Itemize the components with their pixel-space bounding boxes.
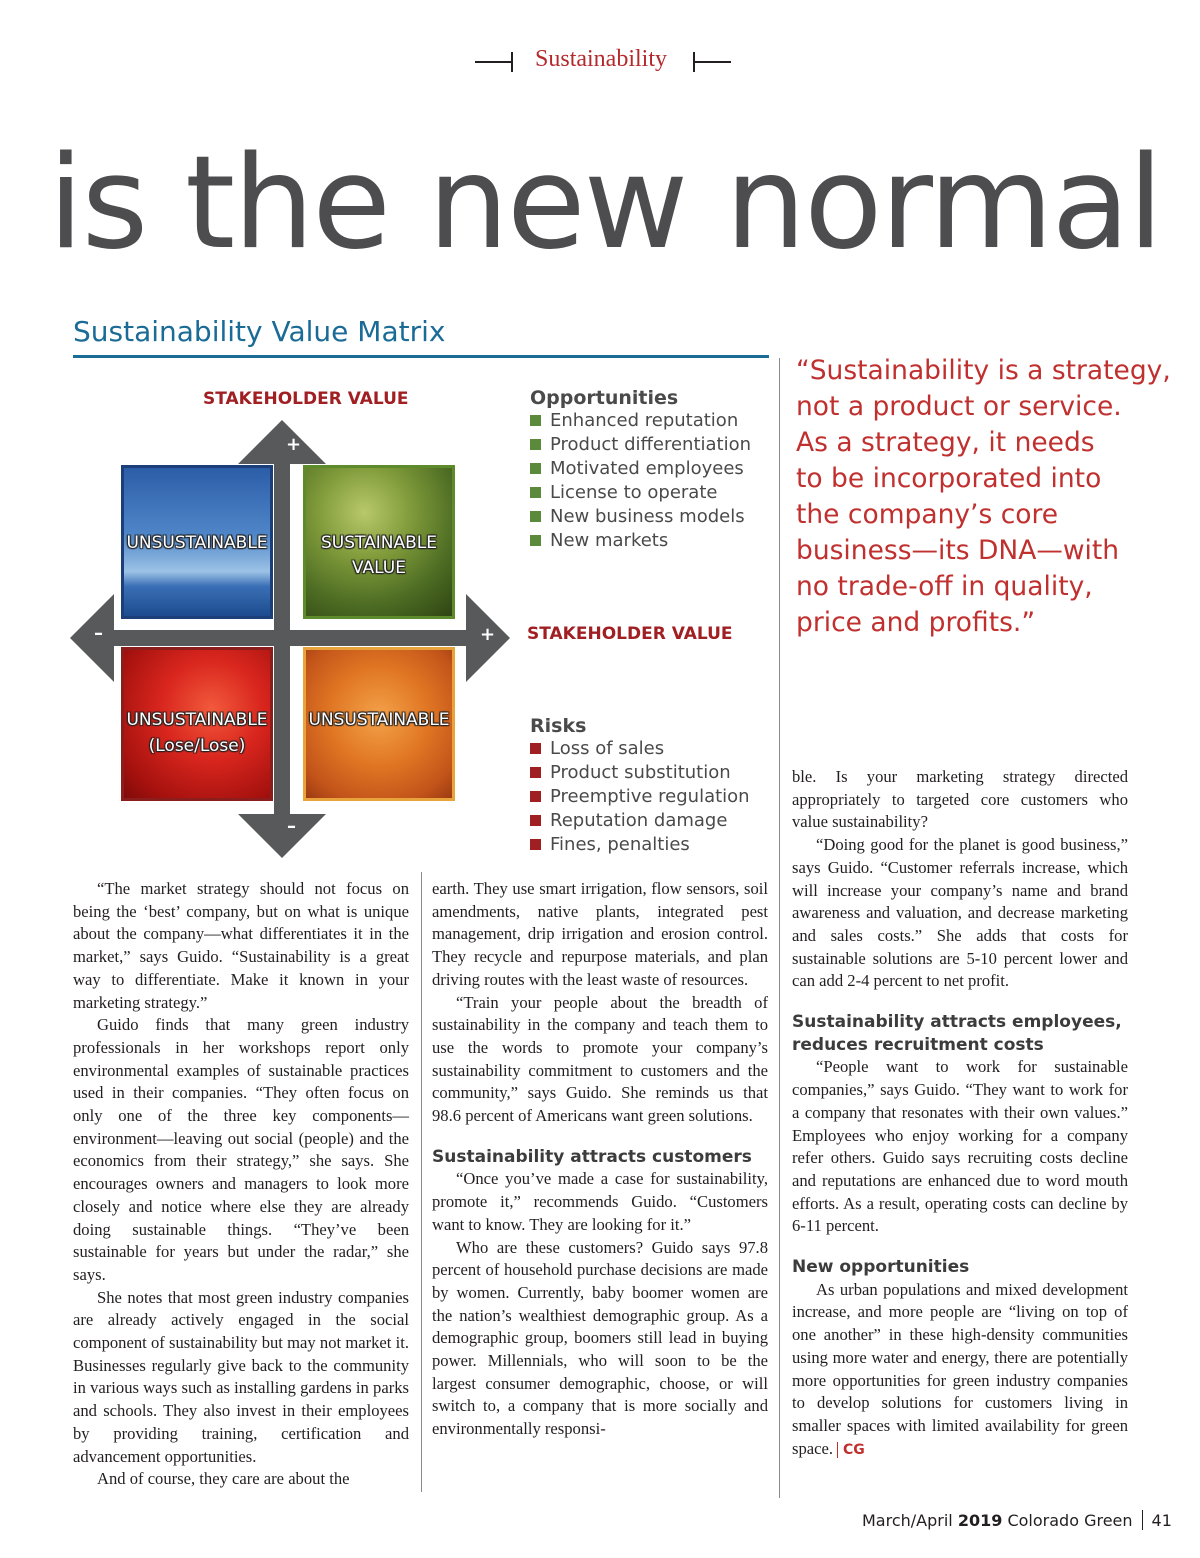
paragraph: And of course, they care are about the	[97, 1469, 350, 1489]
square-bullet-icon	[530, 791, 541, 802]
opportunities-heading: Opportunities	[530, 387, 679, 409]
plus-sign-right: +	[480, 624, 496, 645]
risks-heading: Risks	[530, 715, 587, 737]
pull-quote-line: not a product or service.	[796, 391, 1122, 422]
pull-quote-line: price and profits.”	[796, 607, 1036, 638]
minus-sign-left: –	[94, 623, 103, 644]
pull-quote	[796, 353, 1176, 641]
paragraph: She notes that most green industry companies are already actively engaged in the social component of sustainability but may not market it. Businesses regularly give back to the community in various ways such as installing gardens in parks and schools. They also invest in their employees by providing training, certification and advancement opportunities.	[73, 1287, 409, 1466]
section-label: Sustainability	[535, 46, 667, 72]
opportunity-item: License to operate	[530, 481, 751, 505]
pull-quote-line: business—its DNA—with	[796, 535, 1120, 566]
footer-magazine: Colorado Green	[1007, 1511, 1133, 1530]
article-column-2	[432, 878, 768, 1441]
pull-quote-line: As a strategy, it needs	[796, 427, 1095, 458]
minus-sign-bottom: –	[287, 816, 296, 837]
square-bullet-icon	[530, 439, 541, 450]
paragraph: “The market strategy should not focus on being the ‘best’ company, but on what is unique about the company—what differentiates it in the market,” says Guido. “Sustainability is a great way to differentiate. Make it known in your marketing strategy.”	[73, 879, 409, 1012]
end-mark: CG	[837, 1442, 865, 1458]
paragraph: “Doing good for the planet is good business,” says Guido. “Customer referrals increase, which will increase your company’s name and brand awareness and valuation, and decrease marketing and sales costs.” She adds that costs for sustainable solutions are 5-10 percent lower and can add 2-4 percent to net profit.	[792, 835, 1128, 991]
risks-list	[530, 715, 750, 857]
paragraph: “Once you’ve made a case for sustainability, promote it,” recommends Guido. “Customers want to know. They are looking for it.”	[432, 1169, 768, 1234]
column-divider	[779, 358, 780, 1498]
arrow-up-icon	[238, 420, 326, 464]
risk-item: Product substitution	[530, 761, 750, 785]
paragraph: ble. Is your marketing strategy directed appropriately to targeted core customers who value sustainability?	[792, 767, 1128, 832]
page-number: 41	[1151, 1511, 1172, 1530]
pull-quote-line: the company’s core	[796, 499, 1059, 530]
square-bullet-icon	[530, 767, 541, 778]
article-column-3	[792, 766, 1128, 1461]
square-bullet-icon	[530, 487, 541, 498]
risk-item: Loss of sales	[530, 737, 750, 761]
pull-quote-line: no trade-off in quality,	[796, 571, 1093, 602]
opportunity-item: Motivated employees	[530, 457, 751, 481]
arrow-left-icon	[70, 594, 114, 682]
square-bullet-icon	[530, 839, 541, 850]
square-bullet-icon	[530, 511, 541, 522]
risk-item: Reputation damage	[530, 809, 750, 833]
square-bullet-icon	[530, 463, 541, 474]
article-column-1	[73, 878, 409, 1491]
footer-issue: March/April	[862, 1511, 953, 1530]
opportunity-item: Product differentiation	[530, 433, 751, 457]
footer-year: 2019	[957, 1511, 1003, 1530]
axis-label-right: STAKEHOLDER VALUE	[527, 624, 733, 644]
subheading-new-opportunities: New opportunities	[792, 1257, 970, 1278]
column-divider	[421, 872, 422, 1492]
matrix-title: Sustainability Value Matrix	[73, 315, 446, 348]
risk-item: Preemptive regulation	[530, 785, 750, 809]
paragraph: earth. They use smart irrigation, flow sensors, soil amendments, native plants, integrated pest management, drip irrigation and erosion control. They recycle and repurpose materials, and plan driving routes with the least waste of resources.	[432, 879, 768, 989]
paragraph: Who are these customers? Guido says 97.8 percent of household purchase decisions are made by women. Currently, baby boomer women are the nation’s wealthiest demographic group. As a demographic group, boomers still lead in buying power. Millennials, who will soon to be the largest consumer demographic, choose, or will switch to, a company that is more socially and environmentally responsi-	[432, 1237, 768, 1439]
opportunities-list	[530, 387, 751, 553]
pull-quote-line: “Sustainability is a strategy,	[796, 355, 1171, 386]
square-bullet-icon	[530, 815, 541, 826]
square-bullet-icon	[530, 535, 541, 546]
paragraph: As urban populations and mixed development increase, and more people are “living on top of one another” in these high-density communities using more water and energy, there are potentially more opportunities for green industry companies to develop solutions for customers living in smaller spaces with limited availability for green space. CG	[792, 1279, 1128, 1458]
square-bullet-icon	[530, 415, 541, 426]
axis-label-top: STAKEHOLDER VALUE	[203, 389, 409, 409]
plus-sign-top: +	[286, 434, 302, 455]
section-tag	[475, 44, 731, 80]
opportunity-item: New business models	[530, 505, 751, 529]
square-bullet-icon	[530, 743, 541, 754]
paragraph: “People want to work for sustainable companies,” says Guido. “They want to work for a company that resonates with their own values.” Employees who enjoy working for a company refer others. Guido says recruiting costs decline and reputations are enhanced due to word mouth efforts. As a result, operating costs can decline by 6-11 percent.	[792, 1057, 1128, 1236]
subheading-employees: Sustainability attracts employees, reduces recruitment costs	[792, 1012, 1122, 1055]
paragraph: Guido finds that many green industry professionals in her workshops report only environmental examples of sustainable practices used in their companies. “They often focus on only one of the three key components—environment—leaving out social (people) and the economics from their strategy,” she says. She encourages owners and managers to look more closely and notice where else they are already doing sustainable things. “They’ve been sustainable for years but under the radar,” she says.	[73, 1015, 409, 1284]
arrow-down-icon	[238, 814, 326, 858]
opportunity-item: Enhanced reputation	[530, 409, 751, 433]
subheading-customers: Sustainability attracts customers	[432, 1146, 752, 1167]
opportunity-item: New markets	[530, 529, 751, 553]
quadrant-sustainable-value: SUSTAINABLE VALUE	[303, 465, 455, 619]
quadrant-unsustainable-top-left: UNSUSTAINABLE	[121, 465, 273, 619]
quadrant-lose-lose: UNSUSTAINABLE (Lose/Lose)	[121, 647, 273, 801]
page-footer	[862, 1510, 1172, 1530]
title-rule	[73, 355, 769, 358]
pull-quote-line: to be incorporated into	[796, 463, 1102, 494]
headline: is the new normal	[48, 129, 1162, 278]
paragraph: “Train your people about the breadth of sustainability in the company and teach them to use the words to promote your company’s sustainability commitment to customers and the community,” says Guido. She reminds us that 98.6 percent of Americans want green solutions.	[432, 992, 768, 1126]
risk-item: Fines, penalties	[530, 833, 750, 857]
quadrant-unsustainable-bottom-right: UNSUSTAINABLE	[303, 647, 455, 801]
